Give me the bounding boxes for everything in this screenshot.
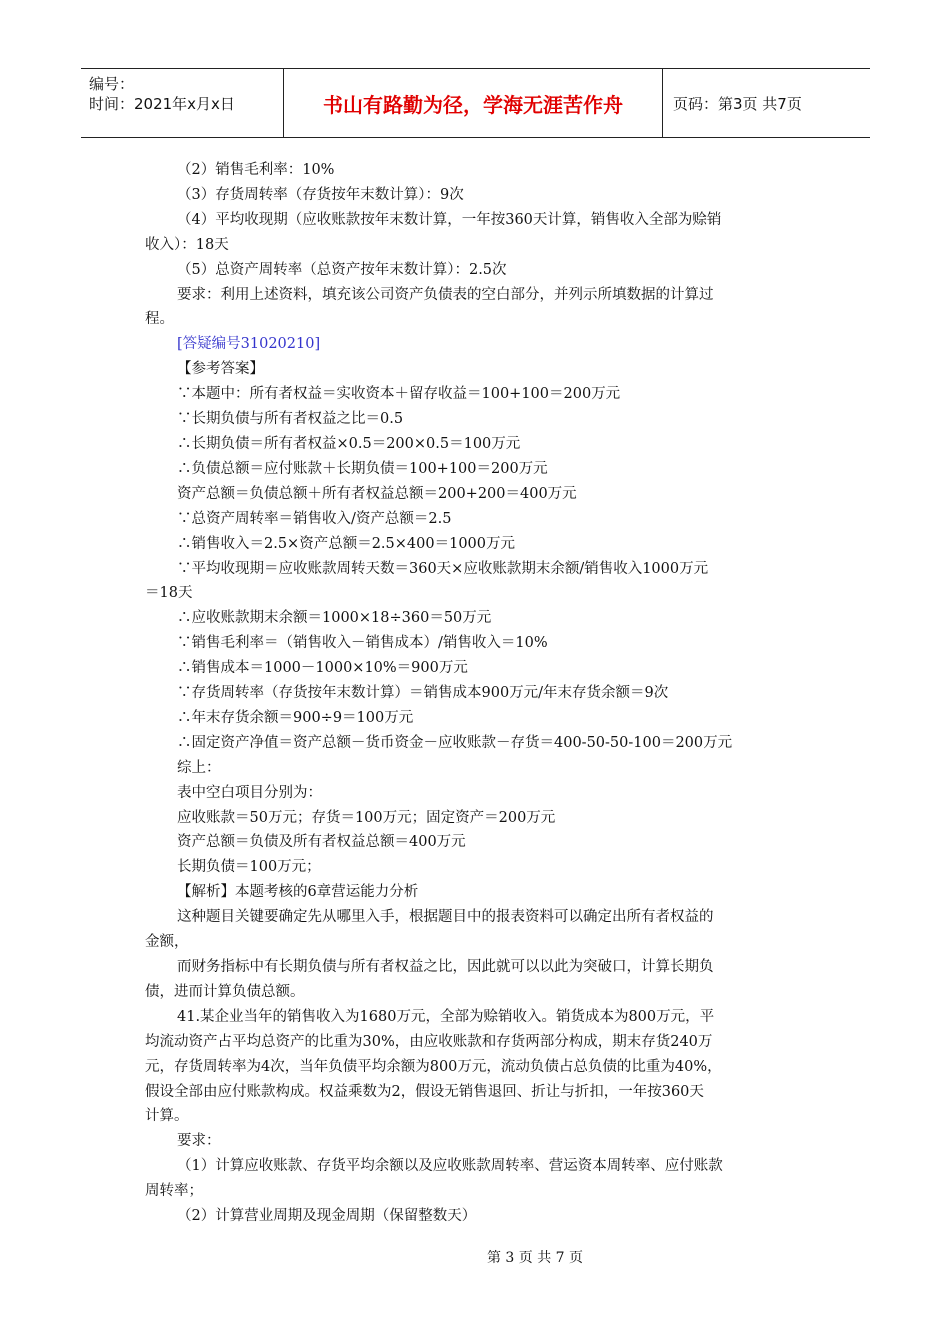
date-label: 时间：2021年x月x日: [89, 95, 235, 113]
text-line: （4）平均收现期（应收账款按年末数计算，一年按360天计算，销售收入全部为赊销: [177, 211, 722, 228]
text-line: ∴应收账款期末余额＝1000×18÷360＝50万元: [177, 610, 492, 627]
text-line: ∵平均收现期＝应收账款周转天数＝360天×应收账款期末余额/销售收入1000万元: [177, 560, 709, 577]
text-line: 应收账款＝50万元；存货＝100万元；固定资产＝200万元: [177, 809, 556, 826]
text-line: 要求：: [177, 1133, 221, 1150]
footer-page-number: 第 3 页 共 7 页: [486, 1250, 584, 1266]
text-line: ∴长期负债＝所有者权益×0.5＝200×0.5＝100万元: [177, 435, 521, 452]
text-line: 资产总额＝负债及所有者权益总额＝400万元: [177, 834, 466, 851]
text-line: 周转率；: [145, 1183, 203, 1200]
document-body: [145, 158, 805, 1229]
text-line: 收入）：18天: [145, 236, 229, 253]
text-line: ∵销售毛利率＝（销售收入－销售成本）/销售收入＝10%: [177, 635, 548, 652]
text-line: 资产总额＝负债总额＋所有者权益总额＝200+200＝400万元: [177, 485, 577, 502]
text-line: ∴年末存货余额＝900÷9＝100万元: [177, 709, 414, 726]
text-line: ∴销售收入＝2.5×资产总额＝2.5×400＝1000万元: [177, 535, 515, 552]
text-line: ∵存货周转率（存货按年末数计算）＝销售成本900万元/年末存货余额＝9次: [177, 685, 669, 702]
page-footer: [0, 1247, 950, 1267]
header-motto: 书山有路勤为径，学海无涯苦作舟: [284, 69, 663, 137]
text-line: 元，存货周转率为4次，当年负债平均余额为800万元，流动负债占总负债的比重为40%，: [145, 1058, 722, 1075]
code-label: 编号：: [89, 75, 135, 93]
text-line: 程。: [145, 311, 174, 328]
text-line: （3）存货周转率（存货按年末数计算）：9次: [177, 186, 464, 203]
text-line: 债，进而计算负债总额。: [145, 983, 305, 1000]
answer-id-link[interactable]: [答疑编号31020210]: [177, 336, 321, 353]
text-line: （5）总资产周转率（总资产按年末数计算）：2.5次: [177, 261, 507, 278]
text-line: 这种题目关键要确定先从哪里入手，根据题目中的报表资料可以确定出所有者权益的: [177, 909, 714, 926]
text-line: ∴销售成本＝1000－1000×10%＝900万元: [177, 660, 468, 677]
text-line: ∵总资产周转率＝销售收入/资产总额＝2.5: [177, 510, 452, 527]
text-line: 【参考答案】: [177, 361, 264, 378]
text-line: ∴负债总额＝应付账款＋长期负债＝100+100＝200万元: [177, 460, 548, 477]
text-line: （2）计算营业周期及现金周期（保留整数天）: [177, 1208, 477, 1225]
text-line: ＝18天: [145, 585, 193, 602]
text-line: 均流动资产占平均总资产的比重为30%，由应收账款和存货两部分构成，期末存货240万: [145, 1033, 713, 1050]
text-line: 长期负债＝100万元；: [177, 859, 321, 876]
text-line: 41.某企业当年的销售收入为1680万元，全部为赊销收入。销货成本为800万元，平: [177, 1008, 715, 1025]
header-meta: [81, 69, 284, 137]
text-line: ∵长期负债与所有者权益之比＝0.5: [177, 411, 404, 428]
text-line: 要求：利用上述资料，填充该公司资产负债表的空白部分，并列示所填数据的计算过: [177, 286, 714, 303]
text-line: 假设全部由应付账款构成。权益乘数为2，假设无销售退回、折让与折扣，一年按360天: [145, 1083, 704, 1100]
text-line: 综上：: [177, 759, 221, 776]
text-line: 金额，: [145, 934, 189, 951]
text-line: ∵本题中：所有者权益＝实收资本＋留存收益＝100+100＝200万元: [177, 386, 621, 403]
text-line: 计算。: [145, 1108, 189, 1125]
text-line: 而财务指标中有长期负债与所有者权益之比，因此就可以以此为突破口，计算长期负: [177, 959, 714, 975]
header-page-label: 页码：第3页 共7页: [673, 94, 802, 113]
text-line: （1）计算应收账款、存货平均余额以及应收账款周转率、营运资本周转率、应付账款: [177, 1158, 723, 1175]
page-header: [81, 68, 870, 138]
text-line: 表中空白项目分别为：: [177, 784, 322, 801]
text-line: ∴固定资产净值＝资产总额－货币资金－应收账款－存货＝400-50-50-100＝200万元: [177, 734, 733, 751]
text-line: （2）销售毛利率：10%: [177, 162, 335, 178]
text-line: 【解析】本题考核的6章营运能力分析: [177, 884, 419, 901]
